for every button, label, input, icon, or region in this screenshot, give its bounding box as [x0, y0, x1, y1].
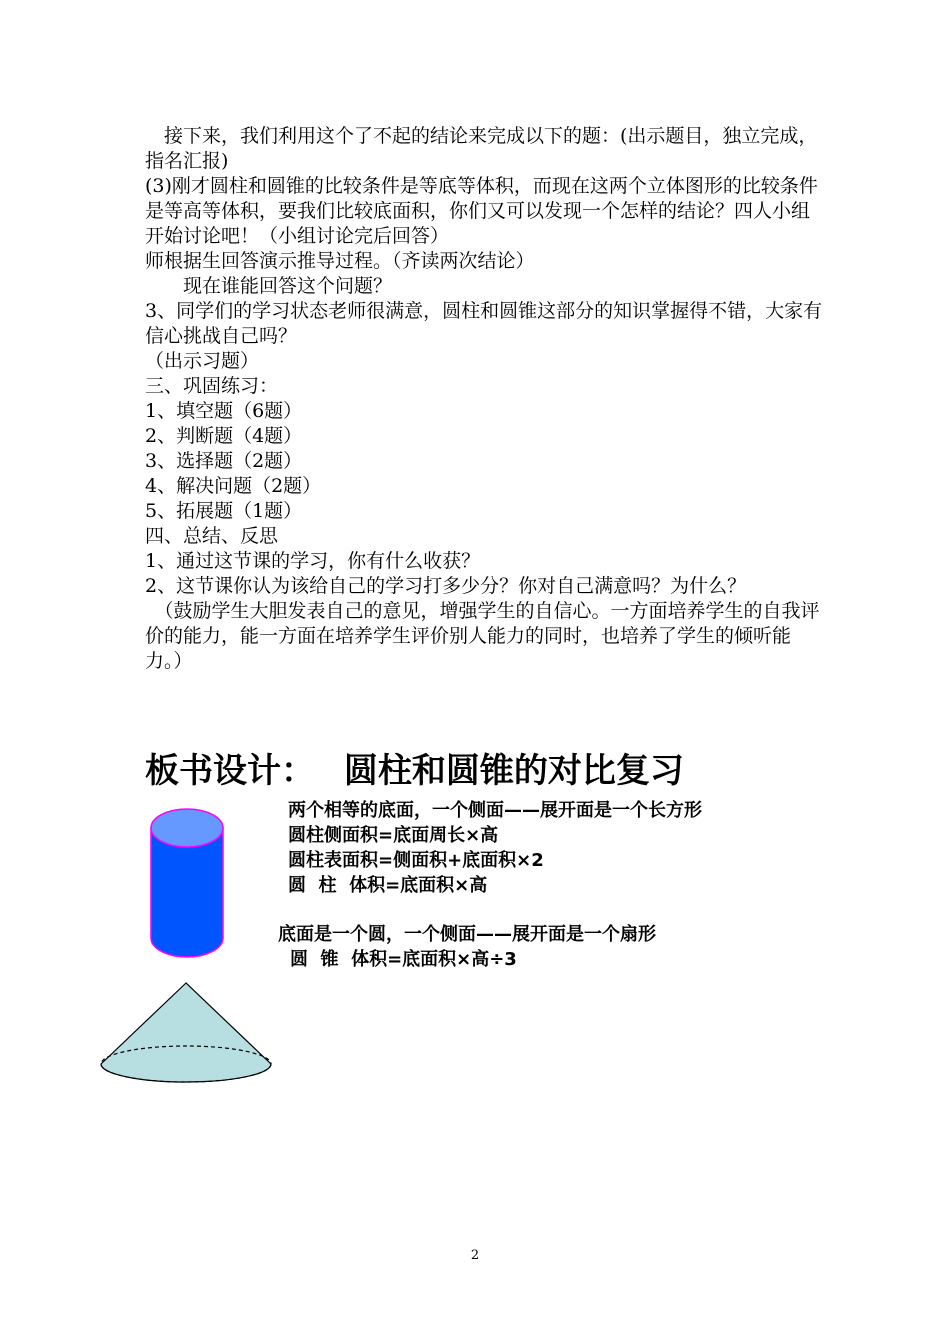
- cylinder-top: [151, 809, 223, 847]
- board-formulas: [278, 798, 838, 972]
- lesson-text: [145, 124, 825, 674]
- list-item: 3、选择题（2题）: [145, 450, 303, 472]
- cone-feature-line: 底面是一个圆，一个侧面——展开面是一个扇形: [278, 924, 656, 945]
- section-heading: 四、总结、反思: [145, 525, 279, 547]
- spacer: [278, 898, 838, 922]
- board-design-title: 板书设计： 圆柱和圆锥的对比复习: [145, 751, 684, 791]
- list-item: 2、这节课你认为该给自己的学习打多少分？你对自己满意吗？为什么？: [145, 575, 747, 597]
- paragraph: 师根据生回答演示推导过程。（齐读两次结论）: [145, 250, 535, 272]
- paragraph: 接下来，我们利用这个了不起的结论来完成以下的题：(出示题目，独立完成，指名汇报): [145, 125, 818, 172]
- cylinder-feature-line: 两个相等的底面，一个侧面——展开面是一个长方形: [288, 800, 702, 821]
- list-item: 1、填空题（6题）: [145, 400, 303, 422]
- cylinder-lateral-area-formula: 圆柱侧面积=底面周长×高: [288, 825, 499, 846]
- cylinder-surface-area-formula: 圆柱表面积=侧面积+底面积×2: [288, 850, 544, 871]
- list-item: 4、解决问题（2题）: [145, 475, 322, 497]
- list-item: 2、判断题（4题）: [145, 425, 303, 447]
- paragraph: 3、同学们的学习状态老师很满意，圆柱和圆锥这部分的知识掌握得不错，大家有信心挑战自己吗？: [145, 300, 823, 347]
- cylinder-volume-formula: 圆 柱 体积=底面积×高: [288, 875, 488, 896]
- cone-volume-formula: 圆 锥 体积=底面积×高÷3: [290, 949, 517, 970]
- paragraph: (3)刚才圆柱和圆锥的比较条件是等底等体积，而现在这两个立体图形的比较条件是等高等体积，要我们比较底面积，你们又可以发现一个怎样的结论？四人小组开始讨论吧！（小组讨论完后回答）: [145, 175, 818, 247]
- list-item: 1、通过这节课的学习，你有什么收获？: [145, 550, 481, 572]
- cylinder-figure: [148, 806, 226, 960]
- list-item: 5、拓展题（1题）: [145, 500, 303, 522]
- paragraph: （鼓励学生大胆发表自己的意见，增强学生的自信心。一方面培养学生的自我评价的能力，能一方面在培养学生评价别人能力的同时，也培养了学生的倾听能力。）: [145, 600, 820, 672]
- section-heading: 三、巩固练习：: [145, 375, 279, 397]
- cone-body: [101, 983, 271, 1082]
- page-number: 2: [470, 1248, 480, 1263]
- cone-figure: [98, 980, 276, 1086]
- paragraph: 现在谁能回答这个问题？: [145, 275, 393, 297]
- paragraph: （出示习题）: [145, 350, 260, 372]
